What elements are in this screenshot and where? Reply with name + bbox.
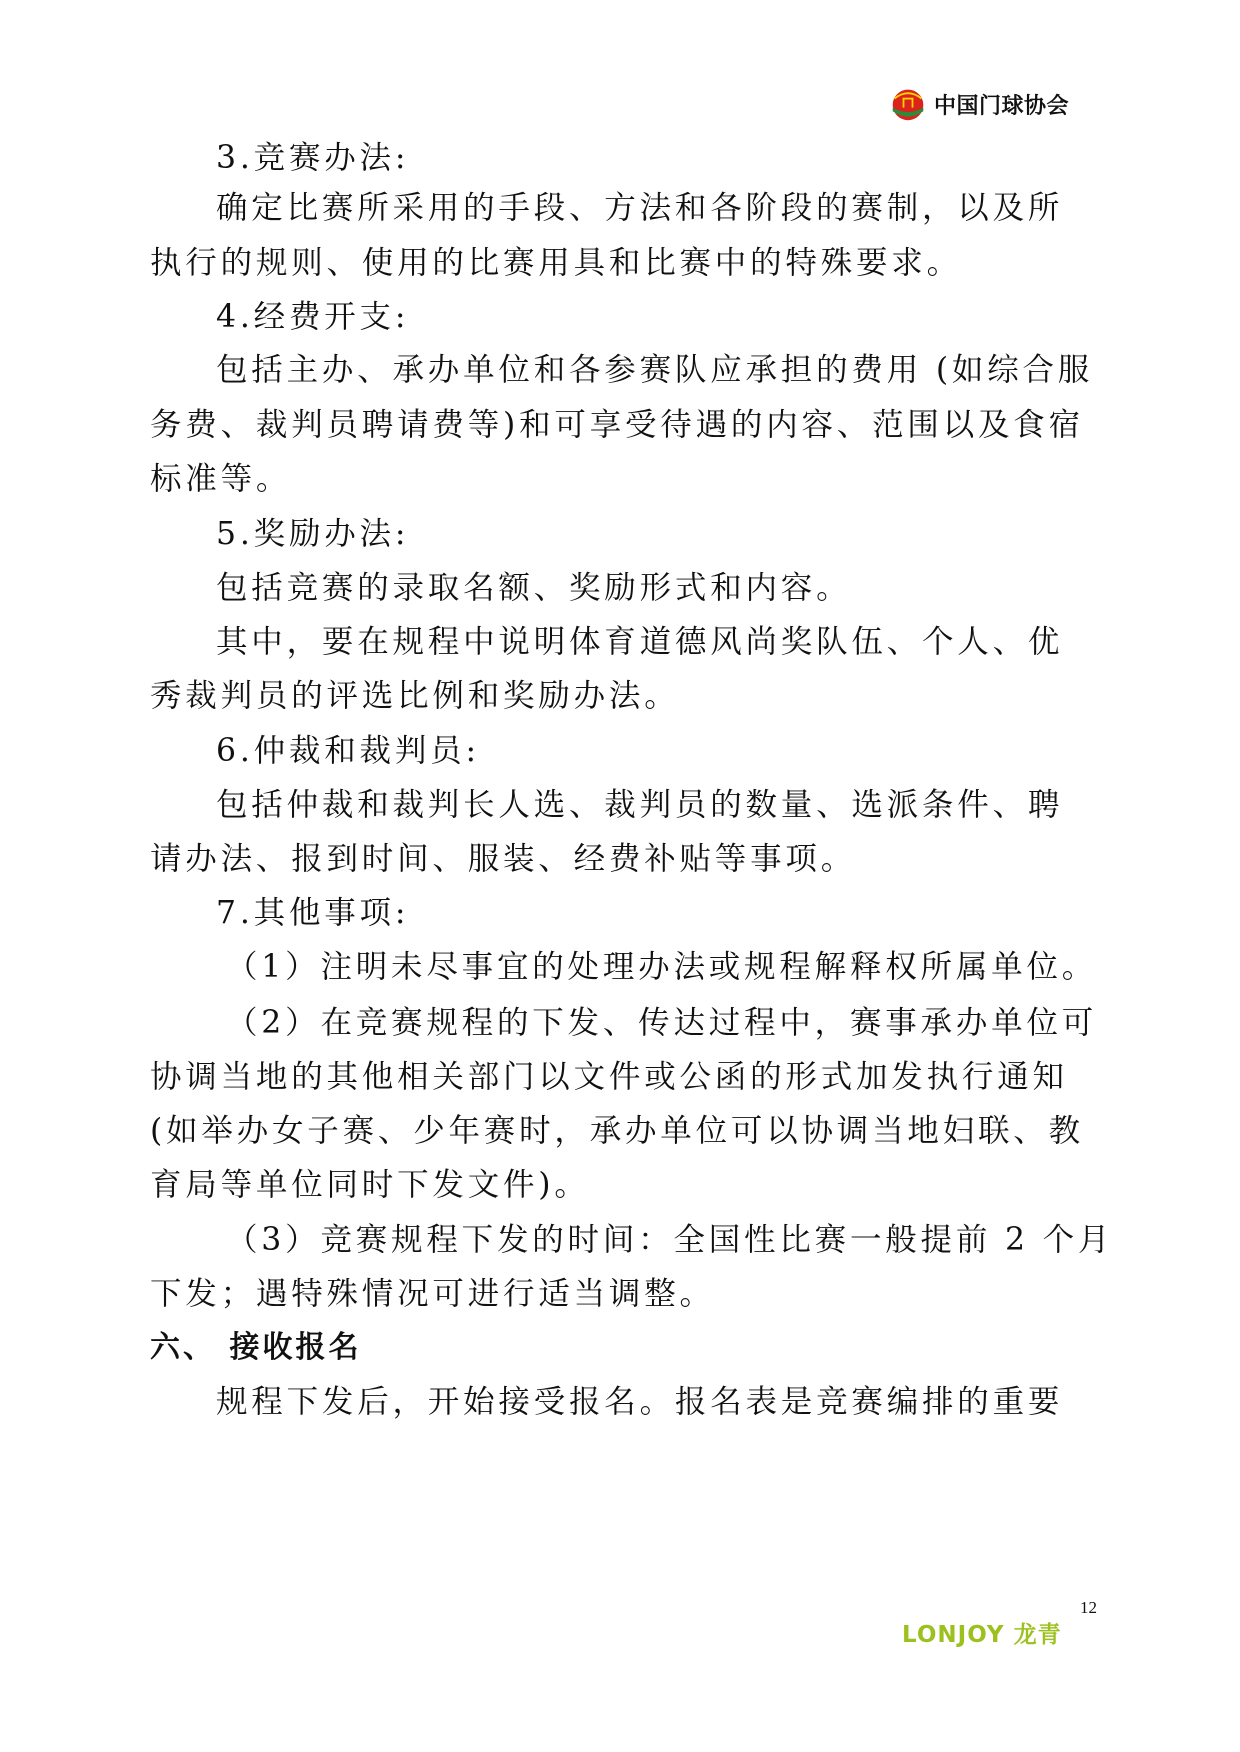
paragraph-line: 包括竞赛的录取名额、奖励形式和内容。: [216, 570, 852, 606]
paragraph-line: 包括主办、承办单位和各参赛队应承担的费用 (如综合服: [216, 352, 1094, 388]
paragraph-line: 确定比赛所采用的手段、方法和各阶段的赛制，以及所: [216, 190, 1064, 226]
section-heading-4: 4.经费开支:: [216, 299, 410, 335]
gateball-association-logo-icon: [890, 86, 926, 122]
paragraph-line: 规程下发后，开始接受报名。报名表是竞赛编排的重要: [216, 1384, 1064, 1420]
chapter-heading: 六、 接收报名: [150, 1330, 362, 1365]
paragraph-line: 协调当地的其他相关部门以文件或公函的形式加发执行通知: [150, 1059, 1068, 1095]
org-name: 中国门球协会: [934, 93, 1070, 119]
paragraph-line: 执行的规则、使用的比赛用具和比赛中的特殊要求。: [150, 245, 962, 281]
footer-brand-logo: LONJOY 龙青: [902, 1622, 1062, 1648]
section-heading-5: 5.奖励办法:: [216, 516, 410, 552]
list-item: （1）注明未尽事宜的处理办法或规程解释权所属单位。: [226, 949, 1098, 985]
paragraph-line: 秀裁判员的评选比例和奖励办法。: [150, 678, 680, 714]
section-heading-3: 3.竞赛办法:: [216, 140, 410, 176]
paragraph-line: 包括仲裁和裁判长人选、裁判员的数量、选派条件、聘: [216, 787, 1064, 823]
section-heading-7: 7.其他事项:: [216, 895, 410, 931]
section-heading-6: 6.仲裁和裁判员:: [216, 733, 480, 769]
paragraph-line: 下发；遇特殊情况可进行适当调整。: [150, 1276, 715, 1312]
page-number: 12: [1080, 1598, 1097, 1617]
paragraph-line: 其中，要在规程中说明体育道德风尚奖队伍、个人、优: [216, 624, 1064, 660]
list-item: （2）在竞赛规程的下发、传达过程中，赛事承办单位可: [226, 1005, 1098, 1041]
paragraph-line: 务费、裁判员聘请费等)和可享受待遇的内容、范围以及食宿: [150, 407, 1084, 443]
header-logo: [890, 84, 1069, 124]
paragraph-line: (如举办女子赛、少年赛时，承办单位可以协调当地妇联、教: [150, 1113, 1084, 1149]
paragraph-line: 标准等。: [150, 461, 292, 497]
list-item: （3）竞赛规程下发的时间：全国性比赛一般提前 2 个月: [226, 1222, 1114, 1258]
paragraph-line: 请办法、报到时间、服装、经费补贴等事项。: [150, 841, 857, 877]
paragraph-line: 育局等单位同时下发文件)。: [150, 1167, 590, 1203]
